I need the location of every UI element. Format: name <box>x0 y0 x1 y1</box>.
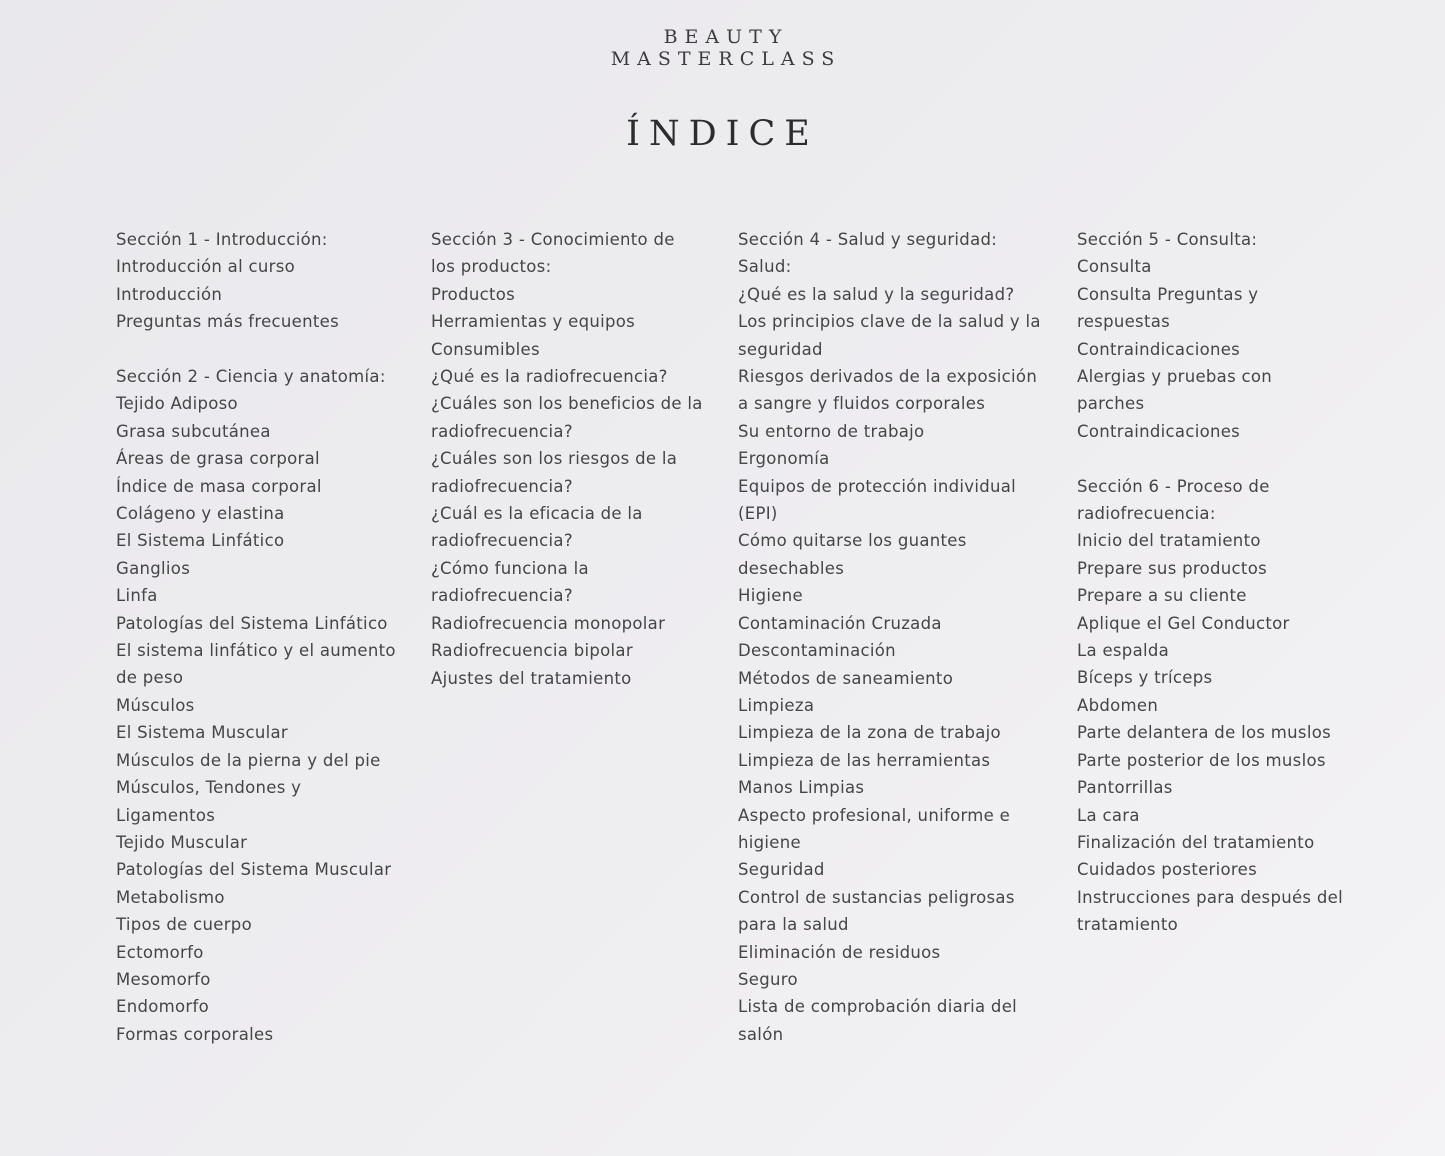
index-entry: Preguntas más frecuentes <box>116 312 340 332</box>
index-entry: Su entorno de trabajo <box>738 421 925 441</box>
index-entry: La espalda <box>1077 641 1170 661</box>
index-entry: ¿Qué es la salud y la seguridad? <box>738 284 1015 304</box>
index-entry: Metabolismo <box>116 887 225 907</box>
index-entry: Patologías del Sistema Linfático <box>116 613 388 633</box>
index-entry: parches <box>1077 394 1145 414</box>
index-entry: Endomorfo <box>116 997 210 1017</box>
index-entry: Radiofrecuencia bipolar <box>431 641 633 661</box>
index-entry: Consulta Preguntas y <box>1077 284 1259 304</box>
index-entry: seguridad <box>738 339 823 359</box>
section-heading: Sección 4 - Salud y seguridad: <box>738 230 998 249</box>
index-entry: Cuidados posteriores <box>1077 860 1257 880</box>
index-column-1 <box>116 226 396 1048</box>
index-entry: Tejido Adiposo <box>116 394 238 414</box>
index-entry: El sistema linfático y el aumento <box>116 641 396 661</box>
index-entry: Consulta <box>1077 257 1152 277</box>
index-entry: ¿Cómo funciona la <box>431 558 589 578</box>
index-entry: Introducción al curso <box>116 257 296 277</box>
index-entry: tratamiento <box>1077 915 1179 935</box>
section-heading: Sección 1 - Introducción: <box>116 230 328 249</box>
index-entry: Mesomorfo <box>116 969 211 989</box>
section-spacer <box>116 336 396 363</box>
section-heading: Sección 5 - Consulta: <box>1077 230 1258 249</box>
section-spacer <box>1077 445 1343 472</box>
index-entry: Cómo quitarse los guantes <box>738 531 967 551</box>
index-entry: Pantorrillas <box>1077 778 1173 798</box>
page-title: ÍNDICE <box>626 114 819 154</box>
index-entry: Índice de masa corporal <box>116 476 322 496</box>
index-entry: Ligamentos <box>116 805 216 825</box>
index-entry: a sangre y fluidos corporales <box>738 394 986 414</box>
index-entry: respuestas <box>1077 312 1171 332</box>
index-entry: Equipos de protección individual <box>738 476 1017 496</box>
index-entry: Áreas de grasa corporal <box>116 449 320 469</box>
index-entry: Introducción <box>116 284 223 304</box>
section-heading: Sección 3 - Conocimiento de <box>431 230 675 249</box>
index-entry: (EPI) <box>738 504 778 524</box>
index-entry: para la salud <box>738 915 849 935</box>
index-entry: Colágeno y elastina <box>116 504 285 524</box>
index-entry: Productos <box>431 284 516 304</box>
index-entry: Manos Limpias <box>738 778 865 798</box>
index-entry: Patologías del Sistema Muscular <box>116 860 392 880</box>
index-entry: Bíceps y tríceps <box>1077 668 1213 688</box>
index-entry: Ganglios <box>116 558 191 578</box>
index-entry: Grasa subcutánea <box>116 421 271 441</box>
section-heading: Sección 6 - Proceso de <box>1077 476 1270 496</box>
index-entry: Músculos, Tendones y <box>116 778 302 798</box>
index-entry: Métodos de saneamiento <box>738 668 954 688</box>
index-entry: El Sistema Linfático <box>116 531 285 551</box>
index-entry: desechables <box>738 558 845 578</box>
index-entry: Riesgos derivados de la exposición <box>738 367 1038 387</box>
index-entry: Seguridad <box>738 860 825 880</box>
index-entry: los productos: <box>431 257 552 277</box>
index-entry: Tipos de cuerpo <box>116 915 252 935</box>
index-entry: Descontaminación <box>738 641 896 661</box>
index-entry: Seguro <box>738 969 798 989</box>
index-entry: Instrucciones para después del <box>1077 887 1343 907</box>
index-entry: Prepare sus productos <box>1077 558 1267 578</box>
index-entry: Alergias y pruebas con <box>1077 367 1273 387</box>
index-entry: Limpieza <box>738 695 815 715</box>
index-entry: salón <box>738 1024 784 1044</box>
index-entry: Inicio del tratamiento <box>1077 531 1261 551</box>
index-entry: El Sistema Muscular <box>116 723 288 743</box>
index-entry: radiofrecuencia? <box>431 421 573 441</box>
index-entry: Parte delantera de los muslos <box>1077 723 1332 743</box>
index-entry: Los principios clave de la salud y la <box>738 312 1041 332</box>
index-entry: radiofrecuencia: <box>1077 504 1216 524</box>
index-entry: Radiofrecuencia monopolar <box>431 613 666 633</box>
brand-line-2: MASTERCLASS <box>610 48 842 70</box>
index-entry: ¿Cuál es la eficacia de la <box>431 504 643 524</box>
index-entry: Salud: <box>738 257 792 277</box>
brand-logo <box>0 26 1445 70</box>
index-column-3 <box>738 226 1041 1048</box>
index-entry: Prepare a su cliente <box>1077 586 1247 606</box>
index-entry: Ectomorfo <box>116 942 204 962</box>
index-entry: Formas corporales <box>116 1024 274 1044</box>
index-entry: Ergonomía <box>738 449 830 469</box>
index-entry: de peso <box>116 668 184 688</box>
index-entry: Contraindicaciones <box>1077 339 1241 359</box>
index-entry: Herramientas y equipos <box>431 312 636 332</box>
brand-line-1: BEAUTY <box>663 26 789 48</box>
index-entry: Consumibles <box>431 339 540 359</box>
index-entry: ¿Cuáles son los beneficios de la <box>431 394 703 414</box>
index-entry: Contraindicaciones <box>1077 421 1241 441</box>
index-entry: Lista de comprobación diaria del <box>738 997 1018 1017</box>
index-entry: radiofrecuencia? <box>431 476 573 496</box>
index-entry: Limpieza de la zona de trabajo <box>738 723 1001 743</box>
index-entry: Músculos <box>116 695 195 715</box>
index-entry: radiofrecuencia? <box>431 531 573 551</box>
index-entry: La cara <box>1077 805 1140 825</box>
index-entry: Ajustes del tratamiento <box>431 668 632 688</box>
index-entry: Aplique el Gel Conductor <box>1077 613 1290 633</box>
index-entry: Control de sustancias peligrosas <box>738 887 1015 907</box>
index-entry: Abdomen <box>1077 695 1159 715</box>
index-entry: Linfa <box>116 586 158 606</box>
index-entry: Parte posterior de los muslos <box>1077 750 1326 770</box>
index-entry: Músculos de la pierna y del pie <box>116 750 381 770</box>
index-entry: higiene <box>738 832 801 852</box>
section-heading: Sección 2 - Ciencia y anatomía: <box>116 367 386 387</box>
index-entry: Contaminación Cruzada <box>738 613 942 633</box>
index-entry: Limpieza de las herramientas <box>738 750 991 770</box>
index-column-4 <box>1077 226 1343 939</box>
index-column-2 <box>431 226 703 692</box>
index-entry: ¿Cuáles son los riesgos de la <box>431 449 678 469</box>
index-entry: radiofrecuencia? <box>431 586 573 606</box>
index-entry: Tejido Muscular <box>116 832 248 852</box>
index-entry: Higiene <box>738 586 803 606</box>
index-entry: Aspecto profesional, uniforme e <box>738 805 1011 825</box>
index-entry: Finalización del tratamiento <box>1077 832 1315 852</box>
index-entry: ¿Qué es la radiofrecuencia? <box>431 367 668 387</box>
index-entry: Eliminación de residuos <box>738 942 941 962</box>
